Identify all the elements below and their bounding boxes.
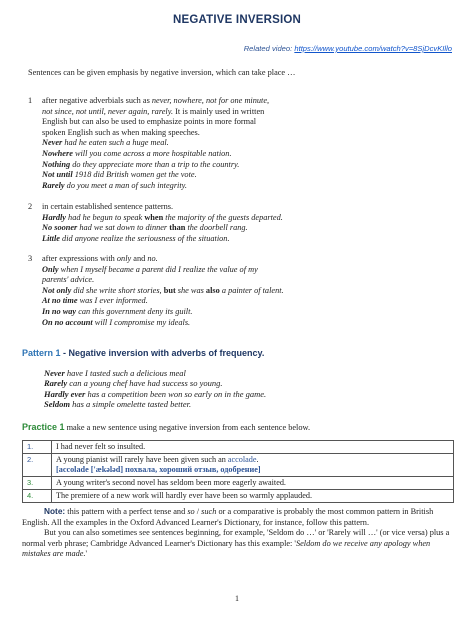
row-number: 3. [23, 477, 52, 490]
example-list [42, 265, 442, 329]
example-sentence: Hardly ever has a competition been won so early on in the game. [44, 388, 267, 399]
item-number: 2 [28, 202, 33, 211]
example-sentence: Rarely can a young chef have had success so young. [44, 378, 223, 389]
item-number: 3 [28, 254, 33, 263]
example-list [42, 138, 442, 191]
note-label: Note: [44, 506, 66, 516]
table-row [23, 454, 454, 477]
row-text: A young pianist will rarely have been given such an accolade. [accolade ['ækələd] похвала, хороший отзыв, одобрение] [52, 454, 454, 477]
table-row [23, 477, 454, 490]
row-text: A young writer's second novel has seldom been more eagerly awaited. [52, 477, 454, 490]
example-list [42, 213, 442, 245]
intro-text: Sentences can be given emphasis by negative inversion, which can take place … [28, 68, 296, 77]
item-text: English but can also be used to emphasize points in more formal [42, 117, 257, 127]
example-sentence: At no time was I ever informed. [42, 296, 148, 306]
page-title: NEGATIVE INVERSION [173, 14, 301, 26]
item-number: 1 [28, 96, 33, 105]
example-sentence: Nowhere will you come across a more hospitable nation. [42, 148, 232, 158]
example-sentence: Only when I myself became a parent did I realize the value of my [42, 264, 258, 274]
item-keywords: not since, not until, never again, rarely. [42, 106, 174, 116]
example-sentence: Seldom has a simple omelette tasted better. [44, 399, 192, 410]
item-text: after negative adverbials such as [42, 96, 152, 105]
example-sentence: Hardly had he begun to speak when the majority of the guests departed. [42, 212, 283, 222]
page-number: 1 [235, 594, 239, 603]
item-text: spoken English such as when making speeches. [42, 127, 200, 137]
note-paragraph: Note: this pattern with a perfect tense and so / such or a comparative is probably the most common pattern in British English. All the examples in the Oxford Advanced Learner's Dictionary, for instance, follow this pattern. [22, 506, 434, 527]
pattern-title: - Negative inversion with adverbs of frequency. [60, 348, 265, 358]
vocab-word: accolade [227, 455, 257, 464]
pattern-examples [44, 368, 266, 410]
table-row [23, 490, 454, 503]
example-sentence: Little did anyone realize the seriousness of the situation. [42, 233, 230, 243]
example-sentence: Nothing do they appreciate more than a trip to the country. [42, 159, 240, 169]
example-sentence: Never had he eaten such a huge meal. [42, 138, 169, 148]
related-video [244, 44, 452, 53]
row-number: 2. [23, 454, 52, 477]
note-paragraph: But you can also sometimes see sentences beginning, for example, 'Seldom do …' or 'Rarely will …' (or vice versa) plus a normal verb phrase; Cambridge Advanced Learner's Dictionary has this example: 'Seldom do we receive any apology when mistakes are made.' [22, 528, 450, 559]
practice-table [22, 440, 454, 503]
example-sentence: In no way can this government deny its guilt. [42, 306, 193, 316]
example-sentence: Never have I tasted such a delicious meal [44, 368, 186, 378]
example-sentence: No sooner had we sat down to dinner than the doorbell rang. [42, 223, 248, 233]
example-sentence: Not only did she write short stories, but she was also a painter of talent. [42, 285, 284, 295]
row-text: The premiere of a new work will hardly ever have been so warmly applauded. [52, 490, 454, 503]
item-keywords: never, nowhere, not for one minute, [151, 96, 270, 105]
note-section [22, 506, 454, 560]
example-sentence: Not until 1918 did British women get the vote. [42, 170, 197, 180]
related-label: Related video: [243, 44, 295, 53]
example-sentence: parents' advice. [42, 275, 95, 285]
practice-instruction: make a new sentence using negative inversion from each sentence below. [64, 423, 311, 432]
vocab-gloss: [accolade ['ækələd] похвала, хороший отзыв, одобрение] [56, 465, 261, 474]
pattern-heading [22, 348, 264, 358]
practice-label: Practice 1 [22, 422, 65, 432]
video-link[interactable]: https://www.youtube.com/watch?v=8SjDcvKIllo [294, 44, 452, 53]
pattern-label: Pattern 1 [22, 348, 61, 358]
item-text: It is mainly used in written [175, 106, 265, 116]
example-sentence: On no account will I compromise my ideals. [42, 317, 191, 327]
example-sentence: Rarely do you meet a man of such integrity. [42, 180, 187, 190]
table-row [23, 441, 454, 454]
row-text: I had never felt so insulted. [52, 441, 454, 454]
row-number: 4. [23, 490, 52, 503]
practice-heading [22, 422, 310, 432]
item-text: after expressions with only and no. [42, 254, 158, 263]
row-number: 1. [23, 441, 52, 454]
item-text: in certain established sentence patterns. [42, 202, 174, 211]
